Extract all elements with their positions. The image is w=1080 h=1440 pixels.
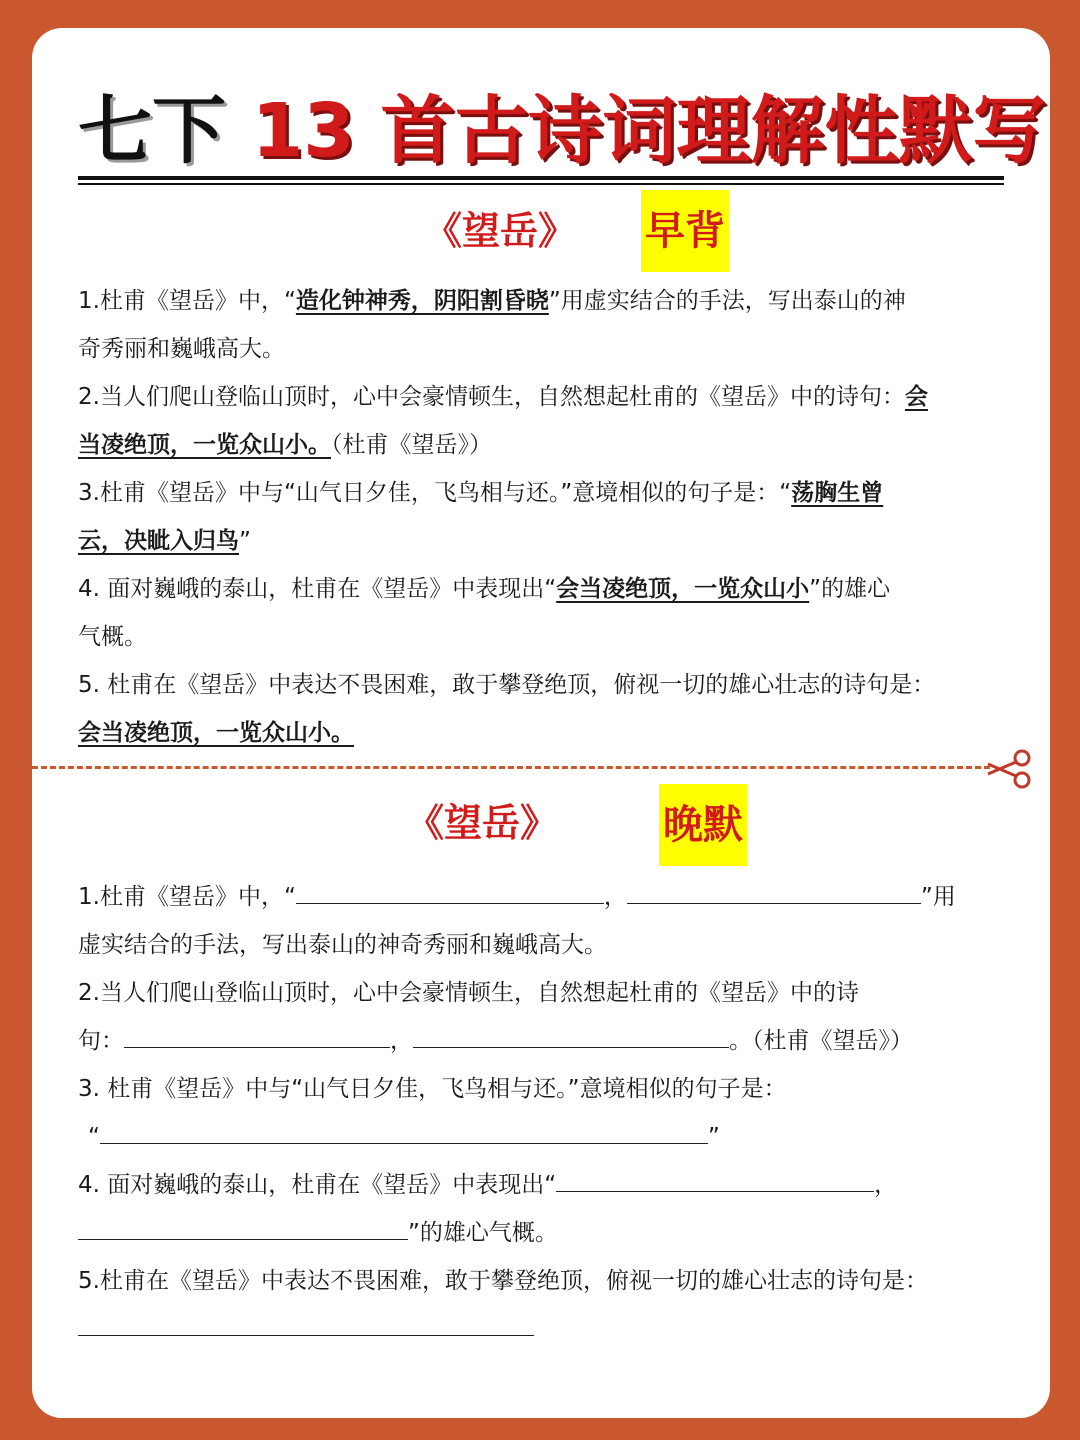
answer: 会当凌绝顶，一览众山小 — [556, 576, 810, 602]
q-text: ”用虚实结合的手法，写出泰山的神 — [548, 288, 906, 314]
q-text: ”的雄心 — [809, 576, 891, 602]
morning-q4 — [78, 565, 1008, 661]
page-title — [78, 88, 1047, 174]
cut-line-divider — [32, 766, 990, 769]
q-text: 2.当人们爬山登临山顶时，心中会豪情顿生，自然想起杜甫的《望岳》中的诗 — [78, 980, 859, 1006]
answer-blank[interactable] — [627, 875, 921, 904]
q-text: 5.杜甫在《望岳》中表达不畏困难，敢于攀登绝顶，俯视一切的雄心壮志的诗句是： — [78, 1268, 928, 1294]
section-heading-evening: 《望岳》 — [406, 801, 559, 845]
answer: 荡胸生曾 — [791, 480, 884, 506]
answer-blank[interactable] — [556, 1163, 874, 1192]
q-text: 句： — [78, 1028, 124, 1054]
tag-morning — [641, 190, 729, 272]
tag-morning-label: 早背 — [645, 208, 725, 254]
q-text: 5. 杜甫在《望岳》中表达不畏困难，敢于攀登绝顶，俯视一切的雄心壮志的诗句是： — [78, 672, 936, 698]
tag-evening — [659, 784, 747, 866]
answer: 云，决眦入归鸟 — [78, 528, 239, 554]
q-text: “ — [88, 1124, 100, 1150]
evening-q1 — [78, 873, 1008, 969]
q-text: 4. 面对巍峨的泰山，杜甫在《望岳》中表现出“ — [78, 576, 557, 602]
q-text: ， — [390, 1028, 413, 1054]
q-text: ” — [707, 1124, 720, 1150]
q-text: 3.杜甫《望岳》中与“山气日夕佳，飞鸟相与还。”意境相似的句子是：“ — [78, 480, 792, 506]
worksheet-card — [32, 28, 1050, 1418]
morning-q5 — [78, 661, 1008, 757]
title-rule-thin — [78, 183, 1004, 185]
answer-blank[interactable] — [124, 1019, 390, 1048]
q-text: 虚实结合的手法，写出泰山的神奇秀丽和巍峨高大。 — [78, 932, 607, 958]
answer-blank[interactable] — [100, 1115, 708, 1144]
q-text: 1.杜甫《望岳》中，“ — [78, 884, 296, 910]
q-text: ”的雄心气概。 — [408, 1220, 558, 1246]
evening-q2 — [78, 969, 1008, 1065]
q-text: 3. 杜甫《望岳》中与“山气日夕佳，飞鸟相与还。”意境相似的句子是： — [78, 1076, 787, 1102]
answer-blank[interactable] — [78, 1307, 534, 1336]
answer-blank[interactable] — [296, 875, 604, 904]
morning-q1 — [78, 277, 1008, 373]
q-text: ”用 — [920, 884, 956, 910]
q-text: 2.当人们爬山登临山顶时，心中会豪情顿生，自然想起杜甫的《望岳》中的诗句： — [78, 384, 905, 410]
q-text: 。（杜甫《望岳》） — [729, 1028, 913, 1054]
answer: 会 — [904, 384, 928, 410]
answer: 会当凌绝顶，一览众山小。 — [78, 720, 354, 746]
tag-evening-label: 晚默 — [663, 802, 743, 848]
scissors-icon — [982, 748, 1038, 794]
answer: 当凌绝顶，一览众山小。 — [78, 432, 331, 458]
q-text: ， — [603, 884, 627, 910]
answer-blank[interactable] — [413, 1019, 729, 1048]
q-text: 4. 面对巍峨的泰山，杜甫在《望岳》中表现出“ — [78, 1172, 557, 1198]
title-main: 13 首古诗词理解性默写 — [251, 88, 1047, 174]
q-text: （杜甫《望岳》） — [331, 432, 492, 458]
evening-q4 — [78, 1161, 1008, 1257]
morning-q3 — [78, 469, 1008, 565]
q-text: 1.杜甫《望岳》中，“ — [78, 288, 296, 314]
evening-q5 — [78, 1257, 1008, 1353]
morning-q2 — [78, 373, 1008, 469]
answer-blank[interactable] — [78, 1211, 408, 1240]
title-grade: 七下 — [78, 88, 226, 174]
answer: 造化钟神秀，阴阳割昏晓 — [295, 288, 549, 314]
title-rule-thick — [78, 176, 1004, 180]
q-text: ” — [239, 528, 251, 554]
evening-q3 — [78, 1065, 1008, 1161]
section-heading-morning: 《望岳》 — [424, 209, 577, 253]
q-text: 奇秀丽和巍峨高大。 — [78, 336, 285, 362]
q-text: 气概。 — [78, 624, 147, 650]
q-text: ， — [874, 1172, 898, 1198]
